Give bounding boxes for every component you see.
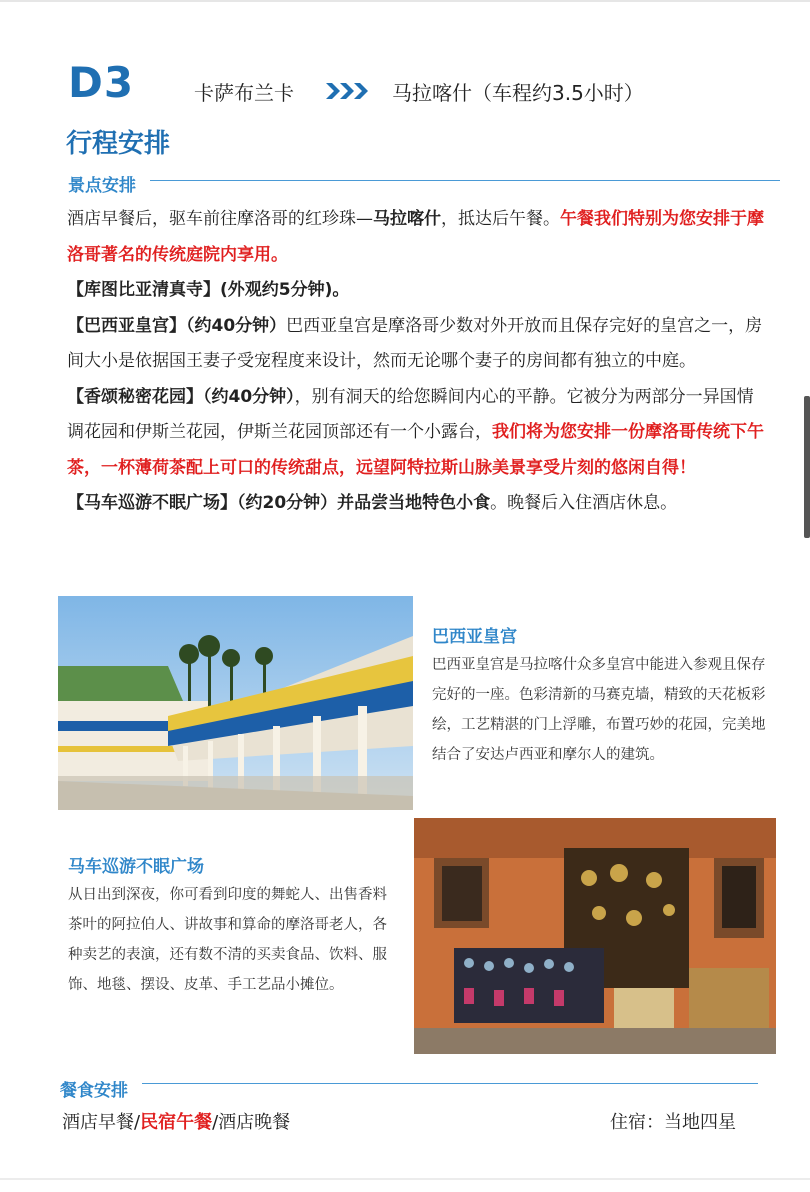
square-card-title: 马车巡游不眠广场 — [68, 857, 204, 877]
route-origin: 卡萨布兰卡 — [194, 81, 294, 105]
market-photo — [414, 818, 776, 1054]
itinerary-paragraph-garden: 【香颂秘密花园】（约40分钟），别有洞天的给您瞬间内心的平静。它被分为两部分一异国情调花园和伊斯兰花园，伊斯兰花园顶部还有一个小露台，我们将为您安排一份摩洛哥传统下午茶，一杯薄荷茶配上可口的传统甜点，远望阿特拉斯山脉美景享受片刻的悠闲自得！ — [67, 386, 764, 478]
section-divider — [142, 1083, 758, 1084]
meal-plan: 酒店早餐/民宿午餐/酒店晚餐 — [62, 1112, 291, 1133]
palace-card-title: 巴西亚皇宫 — [432, 627, 517, 647]
page-title: 行程安排 — [66, 129, 171, 159]
meals-section-label: 餐食安排 — [60, 1081, 128, 1101]
itinerary-paragraph-lunch: 酒店早餐后，驱车前往摩洛哥的红珍珠—马拉喀什，抵达后午餐。午餐我们特别为您安排于摩洛哥著名的传统庭院内享用。 — [67, 209, 764, 265]
attractions-section-label: 景点安排 — [68, 176, 136, 196]
itinerary-paragraph-palace: 【巴西亚皇宫】（约40分钟）巴西亚皇宫是摩洛哥少数对外开放而且保存完好的皇宫之一，房间大小是依据国王妻子受宠程度来设计，然而无论哪个妻子的房间都有独立的中庭。 — [67, 315, 763, 371]
palace-photo — [58, 596, 413, 810]
section-divider — [150, 180, 780, 181]
chevron-right-icon — [326, 80, 370, 102]
itinerary-paragraph-mosque: 【库图比亚清真寺】(外观约5分钟)。 — [67, 280, 350, 300]
itinerary-paragraph-square: 【马车巡游不眠广场】（约20分钟）并品尝当地特色小食。晚餐后入住酒店休息。 — [67, 493, 678, 513]
itinerary-text — [67, 202, 767, 522]
square-card-text: 从日出到深夜，你可看到印度的舞蛇人、出售香料茶叶的阿拉伯人、讲故事和算命的摩洛哥老人，各种卖艺的表演，还有数不清的买卖食品、饮料、服饰、地毯、摆设、皮革、手工艺品小摊位。 — [68, 887, 387, 993]
scrollbar[interactable] — [804, 396, 810, 538]
accommodation: 住宿：当地四星 — [610, 1112, 736, 1133]
top-divider — [0, 0, 810, 2]
day-number: D3 — [68, 58, 135, 107]
palace-card-text: 巴西亚皇宫是马拉喀什众多皇宫中能进入参观且保存完好的一座。色彩清新的马赛克墙，精致的天花板彩绘，工艺精湛的门上浮雕，布置巧妙的花园，完美地结合了安达卢西亚和摩尔人的建筑。 — [432, 657, 766, 763]
route-destination: 马拉喀什（车程约3.5小时） — [392, 81, 644, 105]
bottom-divider — [0, 1178, 810, 1180]
